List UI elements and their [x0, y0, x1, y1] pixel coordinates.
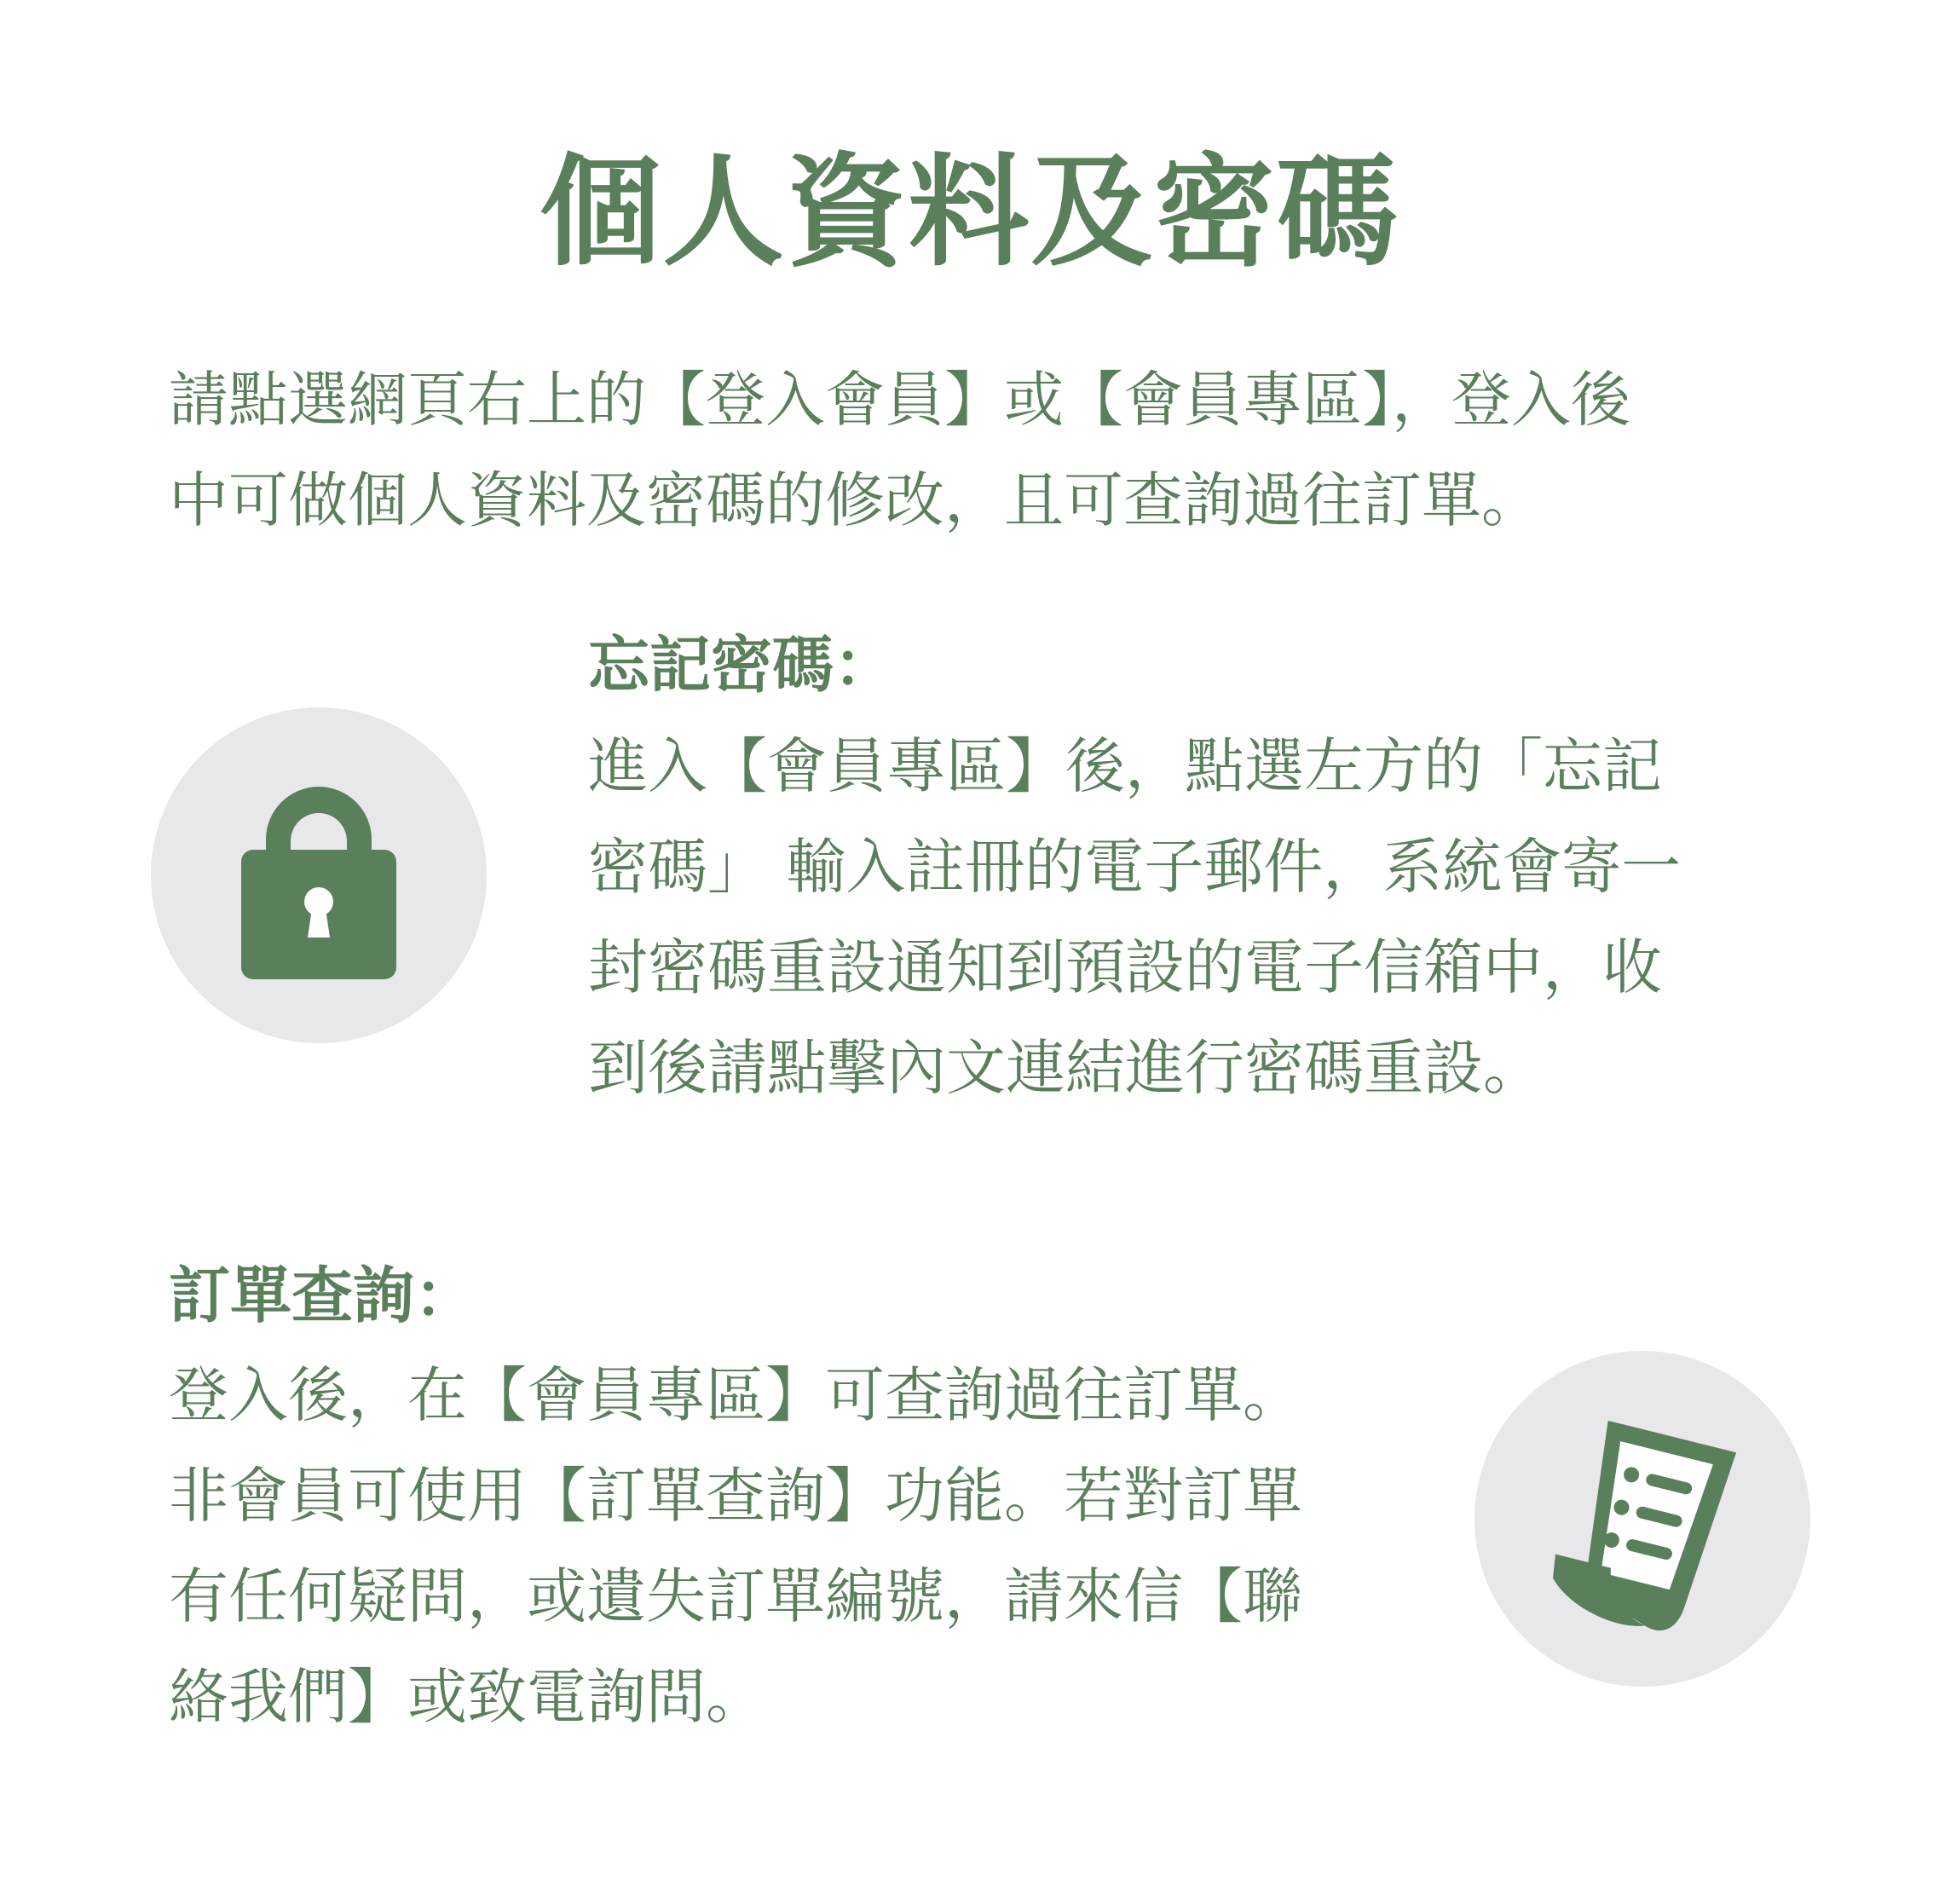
lock-icon: [151, 707, 487, 1043]
forgot-password-heading: 忘記密碼：: [588, 629, 896, 701]
order-query-line: 絡我們】或致電詢問。: [169, 1662, 765, 1732]
order-query-line: 有任何疑問，或遺失訂單編號，請來信【聯: [169, 1561, 1302, 1631]
forgot-password-body: [588, 716, 1798, 1118]
order-query-line: 非會員可使用【訂單查詢】功能。若對訂單: [169, 1461, 1302, 1531]
lock-icon-circle: [151, 707, 487, 1043]
page-title: 個人資料及密碼: [540, 142, 1399, 283]
forgot-password-line: 到後請點擊內文連結進行密碼重設。: [588, 1033, 1543, 1103]
order-query-body: [169, 1345, 1430, 1747]
order-query-line: 登入後，在【會員專區】可查詢過往訂單。: [169, 1360, 1302, 1430]
forgot-password-line: 進入【會員專區】後，點選左方的「忘記: [588, 731, 1662, 801]
intro-line: 請點選網頁右上的【登入會員】或【會員專區】，登入後: [169, 365, 1630, 435]
order-query-heading: 訂單查詢：: [169, 1260, 476, 1331]
receipt-icon-circle: [1474, 1351, 1810, 1687]
receipt-icon: [1474, 1351, 1810, 1687]
intro-line: 中可做個人資料及密碼的修改，且可查詢過往訂單。: [169, 465, 1541, 535]
intro-paragraph: [169, 349, 1788, 551]
forgot-password-line: 封密碼重設通知到預設的電子信箱中，收: [588, 932, 1662, 1002]
forgot-password-line: 密碼」 輸入註冊的電子郵件，系統會寄一: [588, 832, 1682, 902]
